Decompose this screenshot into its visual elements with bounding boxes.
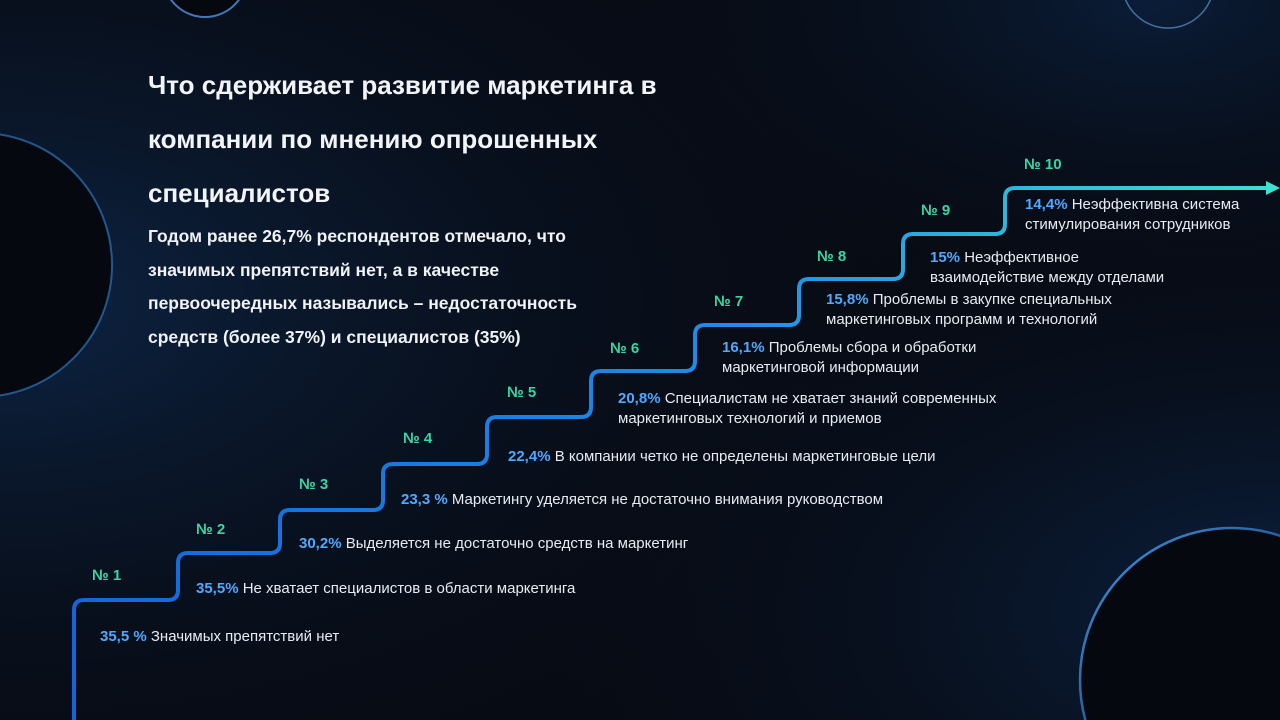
step-percent: 35,5 % — [100, 628, 147, 645]
step-text: Проблемы в закупке специальных — [868, 291, 1112, 308]
step-item-2 — [196, 579, 575, 599]
step-item-1 — [100, 627, 339, 647]
intro-paragraph: Годом ранее 26,7% респондентов отмечало, что значимых препятствий нет, а в качестве первоочередных назывались – недостаточность средств (более 37%) и специалистов (35%) — [148, 226, 577, 347]
step-text: Выделяется не достаточно средств на маркетинг — [341, 535, 689, 552]
step-item-9 — [930, 248, 1164, 287]
step-percent: 15% — [930, 249, 961, 266]
step-percent: 14,4% — [1025, 196, 1068, 213]
step-rank-9: № 9 — [921, 202, 951, 219]
step-rank-4: № 4 — [403, 430, 433, 447]
step-text: Значимых препятствий нет — [146, 628, 340, 645]
step-percent: 22,4% — [508, 448, 551, 465]
step-rank-3: № 3 — [299, 476, 329, 493]
step-percent: 35,5% — [196, 580, 239, 597]
step-percent: 16,1% — [722, 339, 765, 356]
step-rank-2: № 2 — [196, 521, 226, 538]
step-text: Неэффективна система — [1067, 196, 1240, 213]
step-text: Проблемы сбора и обработки — [764, 339, 977, 356]
step-text: Маркетингу уделяется не достаточно внимания руководством — [447, 491, 884, 508]
step-rank-10: № 10 — [1024, 156, 1062, 173]
step-text: Не хватает специалистов в области маркетинга — [238, 580, 576, 597]
step-rank-8: № 8 — [817, 248, 847, 265]
step-item-8 — [826, 290, 1112, 329]
step-text-line2: стимулирования сотрудников — [1025, 215, 1231, 233]
arrow-head-icon — [1266, 181, 1280, 195]
step-percent: 15,8% — [826, 291, 869, 308]
step-text: В компании четко не определены маркетинговые цели — [550, 448, 936, 465]
step-rank-6: № 6 — [610, 340, 640, 357]
step-item-7 — [722, 338, 976, 377]
step-rank-7: № 7 — [714, 293, 744, 310]
step-item-5 — [508, 447, 936, 467]
step-rank-1: № 1 — [92, 567, 122, 584]
step-text-line2: взаимодействие между отделами — [930, 268, 1165, 286]
step-item-3 — [299, 534, 688, 554]
step-text: Специалистам не хватает знаний современных — [660, 390, 997, 407]
step-text-line2: маркетинговых технологий и приемов — [618, 409, 882, 427]
step-item-6 — [618, 389, 996, 428]
page-title: Что сдерживает развитие маркетинга в компании по мнению опрошенных специалистов — [148, 70, 657, 208]
step-item-10 — [1025, 195, 1239, 234]
step-rank-5: № 5 — [507, 384, 537, 401]
step-text: Неэффективное — [960, 249, 1079, 266]
step-text-line2: маркетинговых программ и технологий — [826, 310, 1098, 328]
step-text-line2: маркетинговой информации — [722, 358, 919, 376]
step-percent: 30,2% — [299, 535, 342, 552]
step-percent: 20,8% — [618, 390, 661, 407]
step-item-4 — [401, 490, 883, 510]
step-percent: 23,3 % — [401, 491, 448, 508]
